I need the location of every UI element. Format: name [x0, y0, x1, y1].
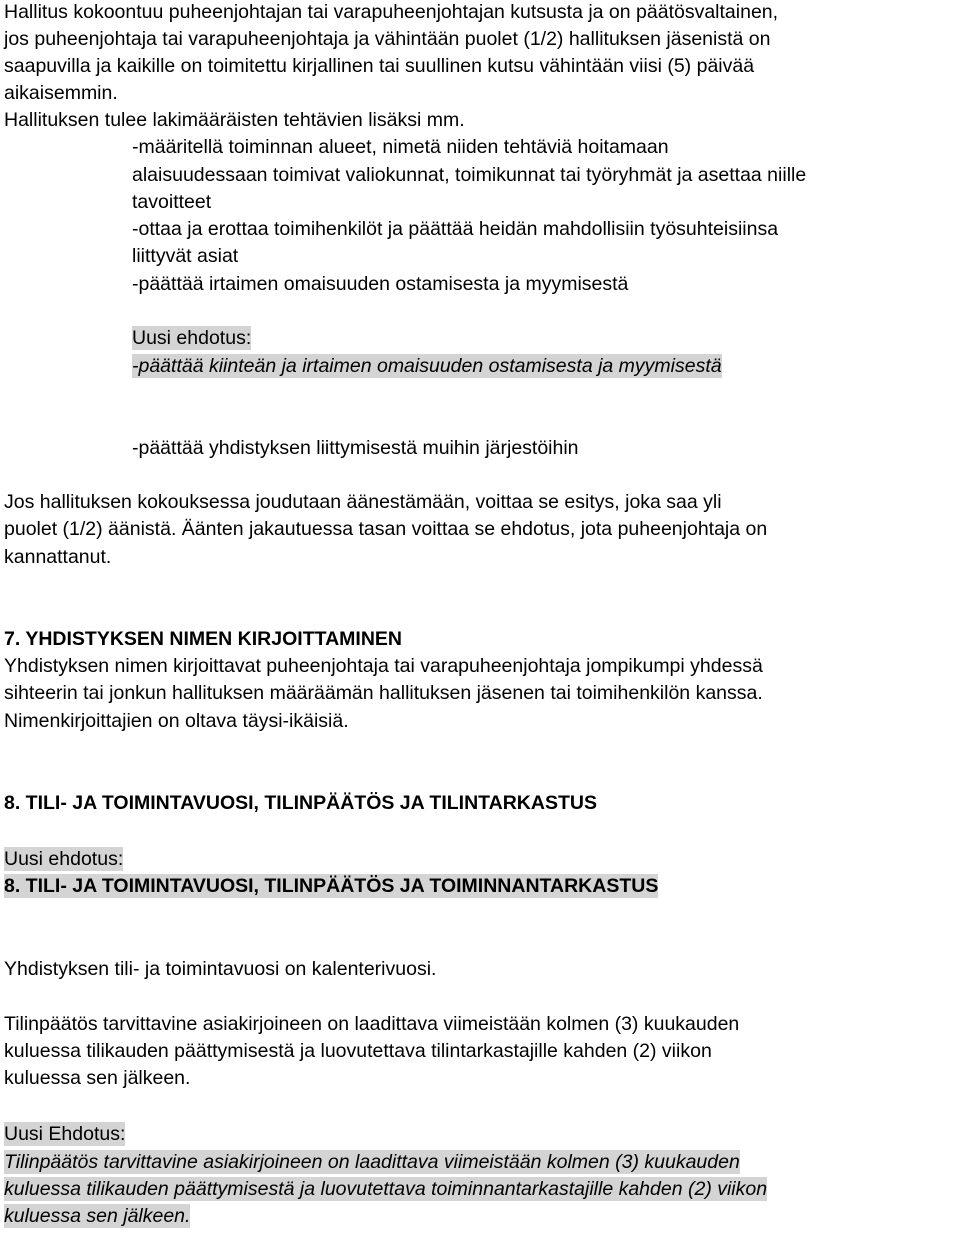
voting-line: Jos hallituksen kokouksessa joudutaan äänestämään, voittaa se esitys, joka saa yli — [4, 491, 722, 513]
section-text-line: Yhdistyksen nimen kirjoittavat puheenjohtaja tai varapuheenjohtaja jompikumpi yhdessä — [4, 655, 763, 677]
proposal-text-line: kuluessa sen jälkeen. — [4, 1205, 191, 1227]
intro-line: aikaisemmin. — [4, 82, 118, 104]
intro-line: Hallituksen tulee lakimääräisten tehtävien lisäksi mm. — [4, 109, 465, 131]
duty-line: tavoitteet — [132, 191, 212, 213]
closing-line: Tilinpäätös tarvittavine asiakirjoineen on laadittava viimeistään kolmen (3) kuukauden — [4, 1013, 740, 1035]
section-text-line: sihteerin tai jonkun hallituksen määräämän hallituksen jäsenen tai toimihenkilön kanssa. — [4, 682, 763, 704]
intro-line: Hallitus kokoontuu puheenjohtajan tai varapuheenjohtajan kutsusta ja on päätösvaltainen, — [4, 1, 779, 23]
section-text-line: Nimenkirjoittajien on oltava täysi-ikäisiä. — [4, 710, 349, 732]
proposal-heading: 8. TILI- JA TOIMINTAVUOSI, TILINPÄÄTÖS JA TOIMINNANTARKASTUS — [4, 875, 659, 897]
duty-line: -päättää irtaimen omaisuuden ostamisesta ja myymisestä — [132, 273, 629, 295]
closing-line: kuluessa tilikauden päättymisestä ja luovutettava tilintarkastajille kahden (2) viikon — [4, 1040, 712, 1062]
voting-line: kannattanut. — [4, 546, 112, 568]
voting-line: puolet (1/2) äänistä. Äänten jakautuessa tasan voittaa se ehdotus, jota puheenjohtaja on — [4, 518, 768, 540]
section-heading: 8. TILI- JA TOIMINTAVUOSI, TILINPÄÄTÖS JA TILINTARKASTUS — [4, 792, 597, 814]
proposal-label: Uusi ehdotus: — [4, 848, 124, 870]
proposal-label: Uusi Ehdotus: — [4, 1123, 126, 1145]
duty-line: liittyvät asiat — [132, 245, 239, 267]
proposal-text-line: Tilinpäätös tarvittavine asiakirjoineen on laadittava viimeistään kolmen (3) kuukauden — [4, 1151, 740, 1173]
intro-line: jos puheenjohtaja tai varapuheenjohtaja ja vähintään puolet (1/2) hallituksen jäsenistä on — [4, 28, 771, 50]
fiscal-year-text: Yhdistyksen tili- ja toimintavuosi on kalenterivuosi. — [4, 958, 437, 980]
proposal-text: -päättää kiinteän ja irtaimen omaisuuden ostamisesta ja myymisestä — [132, 355, 722, 377]
duty-line: -ottaa ja erottaa toimihenkilöt ja päättää heidän mahdollisiin työsuhteisiinsa — [132, 218, 779, 240]
section-heading: 7. YHDISTYKSEN NIMEN KIRJOITTAMINEN — [4, 628, 402, 650]
duty-line: -päättää yhdistyksen liittymisestä muihin järjestöihin — [132, 437, 579, 459]
proposal-label: Uusi ehdotus: — [132, 327, 252, 349]
proposal-text-line: kuluessa tilikauden päättymisestä ja luovutettava toiminnantarkastajille kahden (2) viikon — [4, 1178, 768, 1200]
duty-line: -määritellä toiminnan alueet, nimetä niiden tehtäviä hoitamaan — [132, 136, 669, 158]
duty-line: alaisuudessaan toimivat valiokunnat, toimikunnat tai työryhmät ja asettaa niille — [132, 164, 807, 186]
closing-line: kuluessa sen jälkeen. — [4, 1067, 191, 1089]
intro-line: saapuvilla ja kaikille on toimitettu kirjallinen tai suullinen kutsu vähintään viisi (5) päivää — [4, 55, 755, 77]
